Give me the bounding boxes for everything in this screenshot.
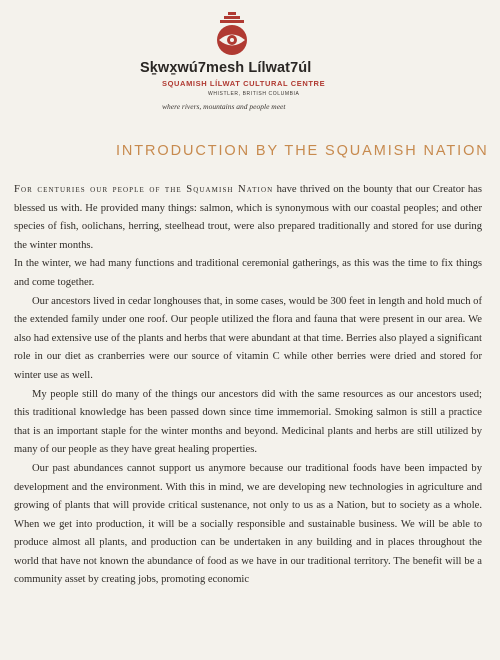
paragraph-opening	[14, 181, 482, 255]
paragraph-ancestors: Our ancestors lived in cedar longhouses that, in some cases, would be 300 feet in length and hold much of the extended family under one roof. Our people utilized the flora and fauna that were present in our area. We also had extensive use of the plants and herbs that were abundant at that time. Berries also played a significant role in our diet as cranberries were our source of vitamin C while other berries were dried and stored for winter use as well.	[14, 295, 482, 381]
introduction-body	[14, 181, 482, 590]
section-title: INTRODUCTION BY THE SQUAMISH NATION	[116, 143, 489, 159]
organization-name: Sḵwx̱wú7mesh Lílwat7úl	[140, 60, 312, 76]
cultural-centre-name: SQUAMISH LÍLWAT CULTURAL CENTRE	[162, 79, 326, 88]
eye-emblem-icon	[213, 12, 251, 60]
paragraph-text: have thrived on the bounty that our Creator has blessed us with. He provided many things: salmon, which is synonymous with our coastal peoples; and other species of fish, oolichans, herring, steelhead trout, were also prepared traditionally and stored for use during the winter months.	[14, 184, 482, 251]
paragraph-traditions: My people still do many of the things our ancestors did with the same resources as our ancestors used; this traditional knowledge has been passed down since time immemorial. Smoking salmon is still a practice that is an important staple for the winter months and beyond. Medicinal plants and herbs are still utilized by many of our people as they have great healing properties.	[14, 388, 482, 456]
paragraph-winter: In the winter, we had many functions and traditional ceremonial gatherings, as this was the time to fix things and come together.	[14, 258, 482, 288]
paragraph-future: Our past abundances cannot support us anymore because our traditional foods have been impacted by development and the environment. With this in mind, we are developing new technologies in agriculture and growing of plants that will provide critical sustenance, not only to us as a Nation, but to society as a whole. When we get into production, it will be a socially responsible and sustainable business. We will be able to produce almost all plants, and production can be undertaken in any building and in places throughout the world that have not known the abundance of food as we have in our traditional territory. The benefit will be a community asset by creating jobs, promoting economic	[14, 462, 482, 586]
location-label: WHISTLER, BRITISH COLUMBIA	[208, 91, 300, 97]
page-header	[0, 0, 500, 130]
opening-small-caps: For centuries our people of the Squamish Nation	[14, 184, 274, 195]
tagline: where rivers, mountains and people meet	[162, 102, 286, 111]
